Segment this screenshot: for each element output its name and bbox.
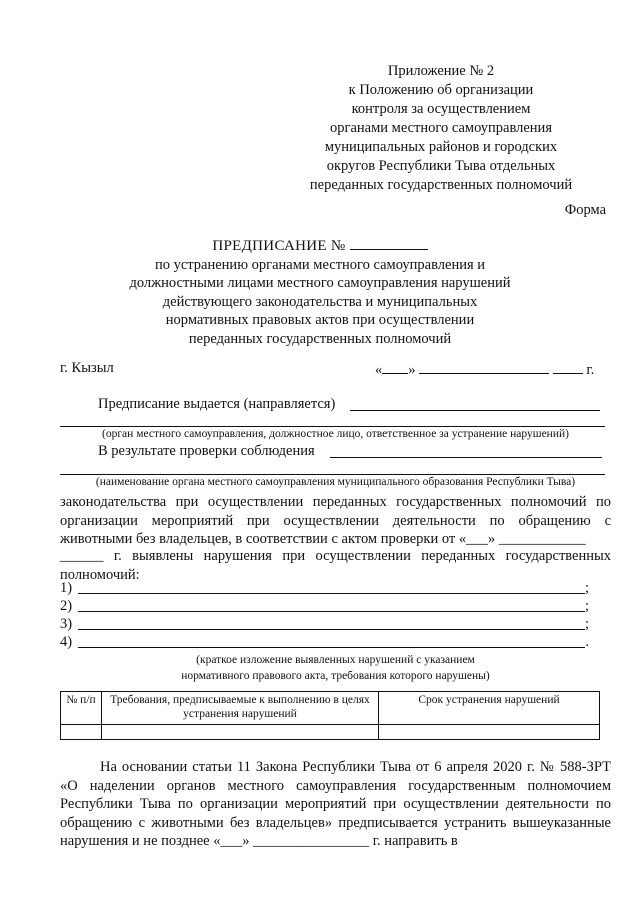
violation-number: 2) [60, 598, 73, 614]
document-title [100, 236, 540, 348]
table-cell [102, 725, 379, 740]
date-open-quote: « [375, 362, 383, 378]
appendix-line: муниципальных районов и городских [324, 139, 558, 155]
appendix-line: Приложение № 2 [387, 63, 495, 79]
organ-blank [60, 426, 605, 427]
violation-blank [78, 647, 585, 648]
title-heading [100, 236, 540, 256]
date-day-blank [382, 360, 408, 374]
header-deadline: Срок устранения нарушений [379, 692, 600, 725]
violation-number: 4) [60, 634, 73, 650]
caption-summary [60, 652, 611, 684]
table-header-row [61, 692, 600, 725]
title-line: действующего законодательства и муниципальных [162, 293, 478, 310]
violation-number: 1) [60, 580, 73, 596]
violation-row [60, 598, 611, 616]
place-label: г. Кызыл [60, 360, 114, 376]
violation-end: ; [584, 580, 589, 596]
title-line: по устранению органами местного самоуправления и [154, 256, 486, 273]
caption-organ: (орган местного самоуправления, должностное лицо, ответственное за устранение нарушений) [102, 428, 569, 440]
header-requirements: Требования, предписываемые к выполнению в целях устранения нарушений [102, 692, 379, 725]
violation-end: . [585, 634, 589, 650]
inspection-result-label: В результате проверки соблюдения [98, 443, 315, 459]
title-line: должностными лицами местного самоуправления нарушений [129, 275, 511, 291]
appendix-line: переданных государственных полномочий [309, 177, 573, 193]
paragraph-basis: На основании статьи 11 Закона Республики Тыва от 6 апреля 2020 г. № 588-ЗРТ «О наделении органов местного самоуправления государственным полномочием Республики Тыва по организации мероприятий при осуществлении деятельности по обращению с животными без владельцев» предписывается устранить вышеуказанные нарушения и не позднее «___» ________________ г. направить в [60, 759, 611, 849]
inspection-blank [330, 457, 602, 458]
violation-number: 3) [60, 616, 73, 632]
violation-blank [78, 629, 585, 630]
violation-blank [78, 611, 585, 612]
municipality-blank [60, 474, 605, 475]
date-close-quote: » [408, 362, 416, 378]
appendix-line: органами местного самоуправления [330, 120, 552, 136]
date-line [375, 360, 594, 379]
table-row [61, 725, 600, 740]
caption-summary-line: нормативного правового акта, требования которого нарушены) [181, 670, 490, 682]
header-number: № п/п [61, 692, 102, 725]
date-year-suffix: г. [586, 362, 595, 378]
paragraph-violations-found: ______ г. выявлены нарушения при осуществлении переданных государственных полномочий: [60, 548, 611, 583]
caption-municipality: (наименование органа местного самоуправления муниципального образования Республики Тыва) [95, 476, 576, 488]
date-month-blank [419, 360, 549, 374]
prescription-number-blank [350, 236, 428, 250]
title-line: переданных государственных полномочий [188, 330, 452, 347]
violation-row [60, 634, 611, 652]
title-line: нормативных правовых актов при осуществлении [165, 312, 475, 328]
title-heading-text: ПРЕДПИСАНИЕ № [212, 238, 346, 254]
paragraph-legislation: законодательства при осуществлении переданных государственных полномочий по организации мероприятий при осуществлении деятельности по обращению с животными без владельцев, в соответствии с актом проверки от «___» ____________ [60, 494, 611, 547]
caption-summary-line: (краткое изложение выявленных нарушений с указанием [196, 654, 475, 666]
table-cell [61, 725, 102, 740]
requirements-table [60, 691, 600, 740]
appendix-header [276, 62, 606, 195]
date-year-blank [553, 360, 583, 374]
table-cell [379, 725, 600, 740]
violation-end: ; [584, 598, 589, 614]
violation-row [60, 580, 611, 598]
appendix-line: контроля за осуществлением [351, 101, 531, 117]
issued-to-blank [350, 410, 600, 411]
violation-blank [78, 593, 585, 594]
appendix-line: округов Республики Тыва отдельных [326, 158, 556, 174]
form-label: Форма [564, 202, 606, 218]
violation-end: ; [584, 616, 589, 632]
appendix-line: к Положению об организации [348, 82, 534, 98]
violation-row [60, 616, 611, 634]
issued-to-label: Предписание выдается (направляется) [98, 396, 336, 412]
